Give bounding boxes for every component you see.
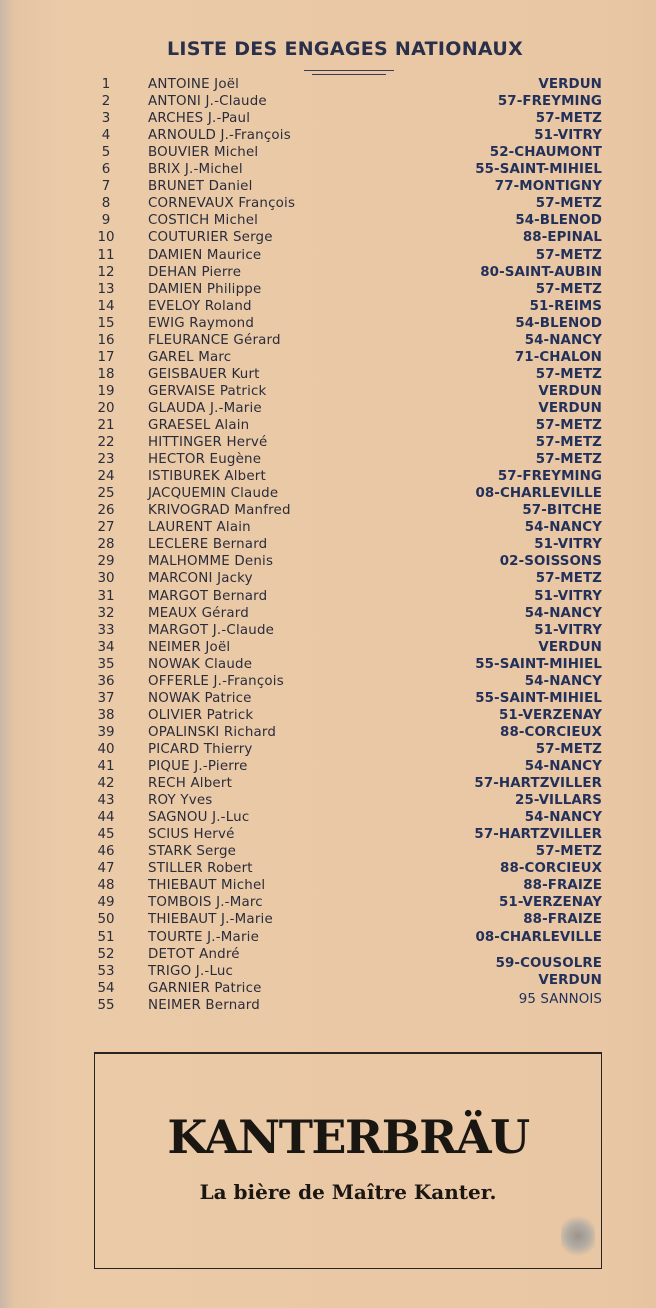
entry-city: 57-FREYMING [497,94,602,110]
entry-number: 53 [97,963,115,979]
entry-city: 57-METZ [535,571,602,587]
list-item [0,809,656,826]
entry-city: 08-CHARLEVILLE [475,929,602,945]
list-item [0,451,656,468]
entry-name: KRIVOGRAD Manfred [148,503,291,519]
entry-name: OFFERLE J.-François [148,673,284,689]
entry-name: EVELOY Roland [148,298,252,314]
entry-city: 88-EPINAL [522,230,602,246]
entry-number: 46 [97,844,115,860]
entry-name: NOWAK Patrice [148,690,252,706]
list-item [0,417,656,434]
title-underline-second [312,74,386,75]
entry-city: 51-REIMS [529,298,602,314]
entry-number: 47 [97,861,115,877]
entry-city: 54-BLENOD [515,315,602,331]
list-item [0,383,656,400]
entry-name: MARGOT J.-Claude [148,622,275,638]
entry-number: 11 [97,247,115,263]
list-item [0,485,656,502]
entry-number: 29 [97,554,115,570]
stamp-mark [561,1212,595,1260]
entry-city: 57-HARTZVILLER [474,827,602,843]
list-item [0,400,656,417]
entry-city: 54-NANCY [524,605,602,621]
entry-name: ANTOINE Joël [148,77,240,92]
list-item [0,656,656,673]
entry-name: BOUVIER Michel [148,145,259,161]
entry-city: 59-COUSOLRE [495,955,602,971]
entry-name: GAREL Marc [148,349,232,365]
entry-number: 18 [97,366,115,382]
entry-name: TOURTE J.-Marie [148,929,260,945]
entry-city: 71-CHALON [514,349,602,365]
list-item [0,894,656,911]
entry-number: 7 [101,179,111,195]
entry-number: 32 [97,605,115,621]
ad-brand-logo: KANTERBRÄU [167,1110,529,1164]
entry-number: 1 [101,77,111,92]
list-item [0,553,656,570]
entry-city: 77-MONTIGNY [494,179,602,195]
entry-number: 22 [97,435,115,451]
entry-name: GEISBAUER Kurt [148,366,260,382]
list-item [0,724,656,741]
title-underline [304,70,394,71]
page-title: LISTE DES ENGAGES NATIONAUX [166,38,524,60]
entry-number: 19 [97,383,115,399]
list-item [0,349,656,366]
entry-number: 54 [97,980,115,996]
list-item [0,76,656,93]
entry-city: 54-NANCY [524,332,602,348]
entry-name: ANTONI J.-Claude [148,94,267,110]
entry-city: 54-NANCY [524,520,602,536]
list-item [0,741,656,758]
entry-name: SAGNOU J.-Luc [148,810,250,826]
entry-number: 20 [97,400,115,416]
entry-name: THIEBAUT J.-Marie [148,912,273,928]
entry-city: 57-METZ [535,452,602,468]
entry-city: 55-SAINT-MIHIEL [475,690,602,706]
entry-number: 13 [97,281,115,297]
entry-number: 36 [97,673,115,689]
entry-name: DAMIEN Maurice [148,247,262,263]
entry-number: 15 [97,315,115,331]
entry-name: PIQUE J.-Pierre [148,759,248,774]
entry-city: 55-SAINT-MIHIEL [475,656,602,672]
entry-city: 57-METZ [535,366,602,382]
entry-name: MARCONI Jacky [148,571,253,587]
list-item [0,247,656,264]
entry-city: VERDUN [538,77,602,92]
entry-city: 51-VERZENAY [499,895,602,911]
entry-city: VERDUN [538,972,602,988]
entry-number: 41 [97,759,115,774]
entry-city: 57-METZ [535,247,602,263]
entry-name: STILLER Robert [148,861,253,877]
entry-name: EWIG Raymond [148,315,255,331]
entry-number: 5 [101,145,111,161]
entry-name: BRUNET Daniel [148,179,253,195]
entry-name: OPALINSKI Richard [148,724,277,740]
entry-number: 21 [97,418,115,433]
entry-city: 51-VITRY [534,128,602,144]
list-item [0,588,656,605]
list-item [0,298,656,315]
entry-city: 80-SAINT-AUBIN [480,264,602,280]
entry-city: 57-FREYMING [497,469,602,485]
entry-name: COUTURIER Serge [148,230,273,246]
entry-name: TRIGO J.-Luc [148,963,234,979]
entry-city: 54-NANCY [524,673,602,689]
list-item [0,707,656,724]
entry-city: 57-METZ [535,741,602,757]
entry-number: 14 [97,298,115,314]
entry-number: 42 [97,776,115,792]
entry-city: 52-CHAUMONT [489,145,602,161]
entry-number: 27 [97,520,115,536]
list-item [0,161,656,178]
entry-name: COSTICH Michel [148,213,259,229]
entry-name: NEIMER Bernard [148,997,260,1013]
entry-city: 57-METZ [535,418,602,433]
entry-number: 38 [97,707,115,723]
entry-name: PICARD Thierry [148,741,253,757]
entry-city: 55-SAINT-MIHIEL [475,162,602,178]
entry-number: 43 [97,793,115,809]
entry-number: 44 [97,810,115,826]
entry-name: LECLERE Bernard [148,537,268,553]
entry-number: 45 [97,827,115,843]
entry-name: OLIVIER Patrick [148,707,254,723]
entry-number: 8 [101,196,111,212]
entry-name: SCIUS Hervé [148,827,235,843]
entry-name: GERVAISE Patrick [148,383,267,399]
entry-city: 02-SOISSONS [499,554,602,570]
entry-name: CORNEVAUX François [148,196,296,212]
entry-number: 9 [101,213,111,229]
list-item [0,332,656,349]
entry-name: MEAUX Gérard [148,605,249,621]
list-item [0,366,656,383]
entry-number: 51 [97,929,115,945]
entry-name: DETOT André [148,946,240,962]
list-item [0,843,656,860]
list-item [0,570,656,587]
entry-city: 57-METZ [535,196,602,212]
entry-city: VERDUN [538,639,602,655]
entry-number: 50 [97,912,115,928]
list-item [0,929,656,946]
entry-number: 40 [97,741,115,757]
list-item [0,673,656,690]
list-item [0,519,656,536]
entry-number: 31 [97,588,115,604]
entry-number: 37 [97,690,115,706]
entry-city: 57-METZ [535,435,602,451]
entry-city: 51-VITRY [534,588,602,604]
list-item [0,195,656,212]
list-item [0,110,656,127]
entry-city: 88-CORCIEUX [500,724,602,740]
entry-city: VERDUN [538,400,602,416]
list-item [0,690,656,707]
entry-city: 54-BLENOD [515,213,602,229]
list-item [0,775,656,792]
entry-number: 28 [97,537,115,553]
list-item [0,758,656,775]
entry-city: 57-METZ [535,844,602,860]
entry-number: 52 [97,946,115,962]
list-item [0,502,656,519]
list-item [0,315,656,332]
list-item [0,991,656,1014]
entry-city: 51-VITRY [534,622,602,638]
entry-number: 55 [97,997,115,1013]
entry-number: 48 [97,878,115,894]
entry-name: LAURENT Alain [148,520,251,536]
entry-number: 2 [101,94,111,110]
entry-city: 88-FRAIZE [523,912,602,928]
entry-number: 35 [97,656,115,672]
entry-name: MARGOT Bernard [148,588,268,604]
entry-name: DAMIEN Philippe [148,281,262,297]
entry-name: GARNIER Patrice [148,980,262,996]
advertisement-box [94,1052,602,1269]
list-item [0,281,656,298]
entry-number: 30 [97,571,115,587]
entry-name: HECTOR Eugène [148,452,262,468]
entry-name: TOMBOIS J.-Marc [148,895,263,911]
entry-name: HITTINGER Hervé [148,435,268,451]
list-item [0,860,656,877]
entry-city: 57-METZ [535,281,602,297]
entry-name: ISTIBUREK Albert [148,469,266,485]
list-item [0,826,656,843]
entry-number: 12 [97,264,115,280]
entry-name: BRIX J.-Michel [148,162,243,178]
entry-name: DEHAN Pierre [148,264,242,280]
entry-name: GLAUDA J.-Marie [148,400,262,416]
entry-number: 23 [97,452,115,468]
list-item [0,212,656,229]
entry-name: RECH Albert [148,776,233,792]
entry-city: 57-HARTZVILLER [474,776,602,792]
list-item [0,622,656,639]
entry-number: 26 [97,503,115,519]
list-item [0,434,656,451]
entry-number: 33 [97,622,115,638]
list-item [0,536,656,553]
list-item [0,229,656,246]
entry-number: 39 [97,724,115,740]
entry-number: 3 [101,111,111,127]
entry-number: 10 [97,230,115,246]
entry-city: 51-VITRY [534,537,602,553]
list-item [0,792,656,809]
entry-number: 16 [97,332,115,348]
entry-name: NOWAK Claude [148,656,253,672]
entry-number: 34 [97,639,115,655]
entry-city: 54-NANCY [524,810,602,826]
entry-city: 25-VILLARS [515,793,602,809]
entry-number: 25 [97,486,115,502]
entry-city: 08-CHARLEVILLE [475,486,602,502]
entry-number: 6 [101,162,111,178]
entry-name: ARNOULD J.-François [148,128,291,144]
list-item [0,127,656,144]
list-item [0,93,656,110]
entry-name: GRAESEL Alain [148,418,250,433]
entry-name: ARCHES J.-Paul [148,111,251,127]
list-item [0,468,656,485]
entry-city: 57-METZ [535,111,602,127]
entry-city: 51-VERZENAY [499,707,602,723]
entry-number: 24 [97,469,115,485]
list-item [0,911,656,928]
ad-tagline: La bière de Maître Kanter. [199,1180,497,1204]
entry-name: FLEURANCE Gérard [148,332,281,348]
list-item [0,639,656,656]
list-item [0,144,656,161]
entry-name: MALHOMME Denis [148,554,274,570]
entry-city: 88-CORCIEUX [500,861,602,877]
entry-city: VERDUN [538,383,602,399]
list-item [0,178,656,195]
entry-name: ROY Yves [148,793,213,809]
entry-name: JACQUEMIN Claude [148,486,279,502]
entry-city: 95 SANNOIS [518,991,602,1007]
entry-number: 49 [97,895,115,911]
list-item [0,877,656,894]
entry-name: NEIMER Joël [148,639,231,655]
list-item [0,264,656,281]
entry-name: STARK Serge [148,844,237,860]
entry-name: THIEBAUT Michel [148,878,266,894]
entry-number: 17 [97,349,115,365]
list-item [0,605,656,622]
entry-city: 57-BITCHE [522,503,602,519]
entry-number: 4 [101,128,111,144]
entry-city: 88-FRAIZE [523,878,602,894]
entry-city: 54-NANCY [524,759,602,774]
